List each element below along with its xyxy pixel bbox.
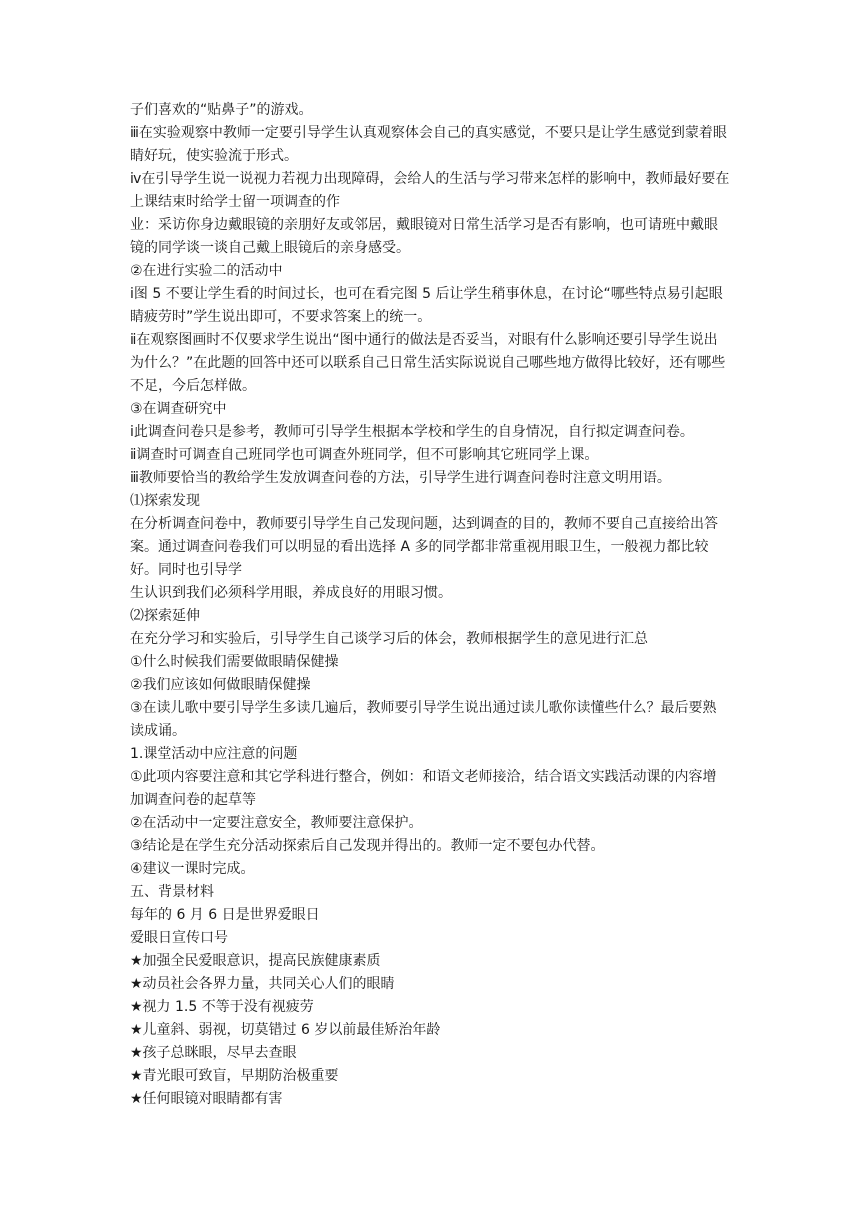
slogan-item: ★青光眼可致盲，早期防治极重要 — [130, 1068, 339, 1084]
paragraph: ⅲ教师要恰当的教给学生发放调查问卷的方法，引导学生进行调查问卷时注意文明用语。 — [130, 470, 671, 486]
paragraph: ⅰ此调查问卷只是参考，教师可引导学生根据本学校和学生的自身情况，自行拟定调查问卷。 — [130, 424, 694, 440]
paragraph: ⅳ在引导学生说一说视力若视力出现障碍，会给人的生活与学习带来怎样的影响中，教师最好要在上课结束时给学士留一项调查的作 — [130, 171, 730, 210]
list-item: ①什么时候我们需要做眼睛保健操 — [130, 654, 339, 670]
paragraph: ⅱ调查时可调查自己班同学也可调查外班同学，但不可影响其它班同学上课。 — [130, 447, 599, 463]
section-heading: 五、背景材料 — [130, 884, 214, 900]
section-heading: ③在调查研究中 — [130, 401, 227, 417]
section-heading: ⑴探索发现 — [130, 493, 200, 509]
paragraph: 在分析调查问卷中，教师要引导学生自己发现问题，达到调查的目的，教师不要自己直接给出答案。通过调查问卷我们可以明显的看出选择 A 多的同学都非常重视用眼卫生，一般视力都比较好。同时也引导学 — [130, 516, 718, 578]
paragraph: 子们喜欢的“贴鼻子”的游戏。 — [130, 102, 313, 118]
list-item: ②在活动中一定要注意安全，教师要注意保护。 — [130, 815, 423, 831]
paragraph: ⅰ图 5 不要让学生看的时间过长，也可在看完图 5 后让学生稍事休息，在讨论“哪些特点易引起眼睛疲劳时”学生说出即可，不要求答案上的统一。 — [130, 286, 723, 325]
paragraph: 业：采访你身边戴眼镜的亲朋好友或邻居，戴眼镜对日常生活学习是否有影响，也可请班中戴眼镜的同学谈一谈自己戴上眼镜后的亲身感受。 — [130, 217, 718, 256]
paragraph: 每年的 6 月 6 日是世界爱眼日 — [130, 907, 320, 923]
paragraph: 生认识到我们必须科学用眼，养成良好的用眼习惯。 — [130, 585, 452, 601]
section-heading: ⑵探索延伸 — [130, 608, 200, 624]
paragraph: 在充分学习和实验后，引导学生自己谈学习后的体会，教师根据学生的意见进行汇总 — [130, 631, 648, 647]
list-item: ③在读儿歌中要引导学生多读几遍后，教师要引导学生说出通过读儿歌你读懂些什么？最后要熟读成诵。 — [130, 700, 717, 739]
list-item: ①此项内容要注意和其它学科进行整合，例如：和语文老师接洽，结合语文实践活动课的内容增加调查问卷的起草等 — [130, 769, 717, 808]
slogan-item: ★动员社会各界力量，共同关心人们的眼睛 — [130, 976, 395, 992]
slogan-item: ★视力 1.5 不等于没有视疲劳 — [130, 999, 314, 1015]
slogan-item: ★加强全民爱眼意识，提高民族健康素质 — [130, 953, 381, 969]
paragraph: ⅲ在实验观察中教师一定要引导学生认真观察体会自己的真实感觉，不要只是让学生感觉到蒙着眼睛好玩，使实验流于形式。 — [130, 125, 727, 164]
section-heading: ②在进行实验二的活动中 — [130, 263, 283, 279]
slogan-item: ★任何眼镜对眼睛都有害 — [130, 1091, 283, 1107]
list-item: ②我们应该如何做眼睛保健操 — [130, 677, 311, 693]
list-item: ④建议一课时完成。 — [130, 861, 255, 877]
section-heading: 1.课堂活动中应注意的问题 — [130, 746, 298, 762]
paragraph: ⅱ在观察图画时不仅要求学生说出“图中通行的做法是否妥当，对眼有什么影响还要引导学生说出为什么？”在此题的回答中还可以联系自己日常生活实际说说自己哪些地方做得比较好，还有哪些不足，今后怎样做。 — [130, 332, 726, 394]
slogan-item: ★儿童斜、弱视，切莫错过 6 岁以前最佳矫治年龄 — [130, 1022, 441, 1038]
paragraph: 爱眼日宣传口号 — [130, 930, 228, 946]
document-body — [130, 99, 730, 1111]
slogan-item: ★孩子总眯眼，尽早去查眼 — [130, 1045, 297, 1061]
list-item: ③结论是在学生充分活动探索后自己发现并得出的。教师一定不要包办代替。 — [130, 838, 605, 854]
